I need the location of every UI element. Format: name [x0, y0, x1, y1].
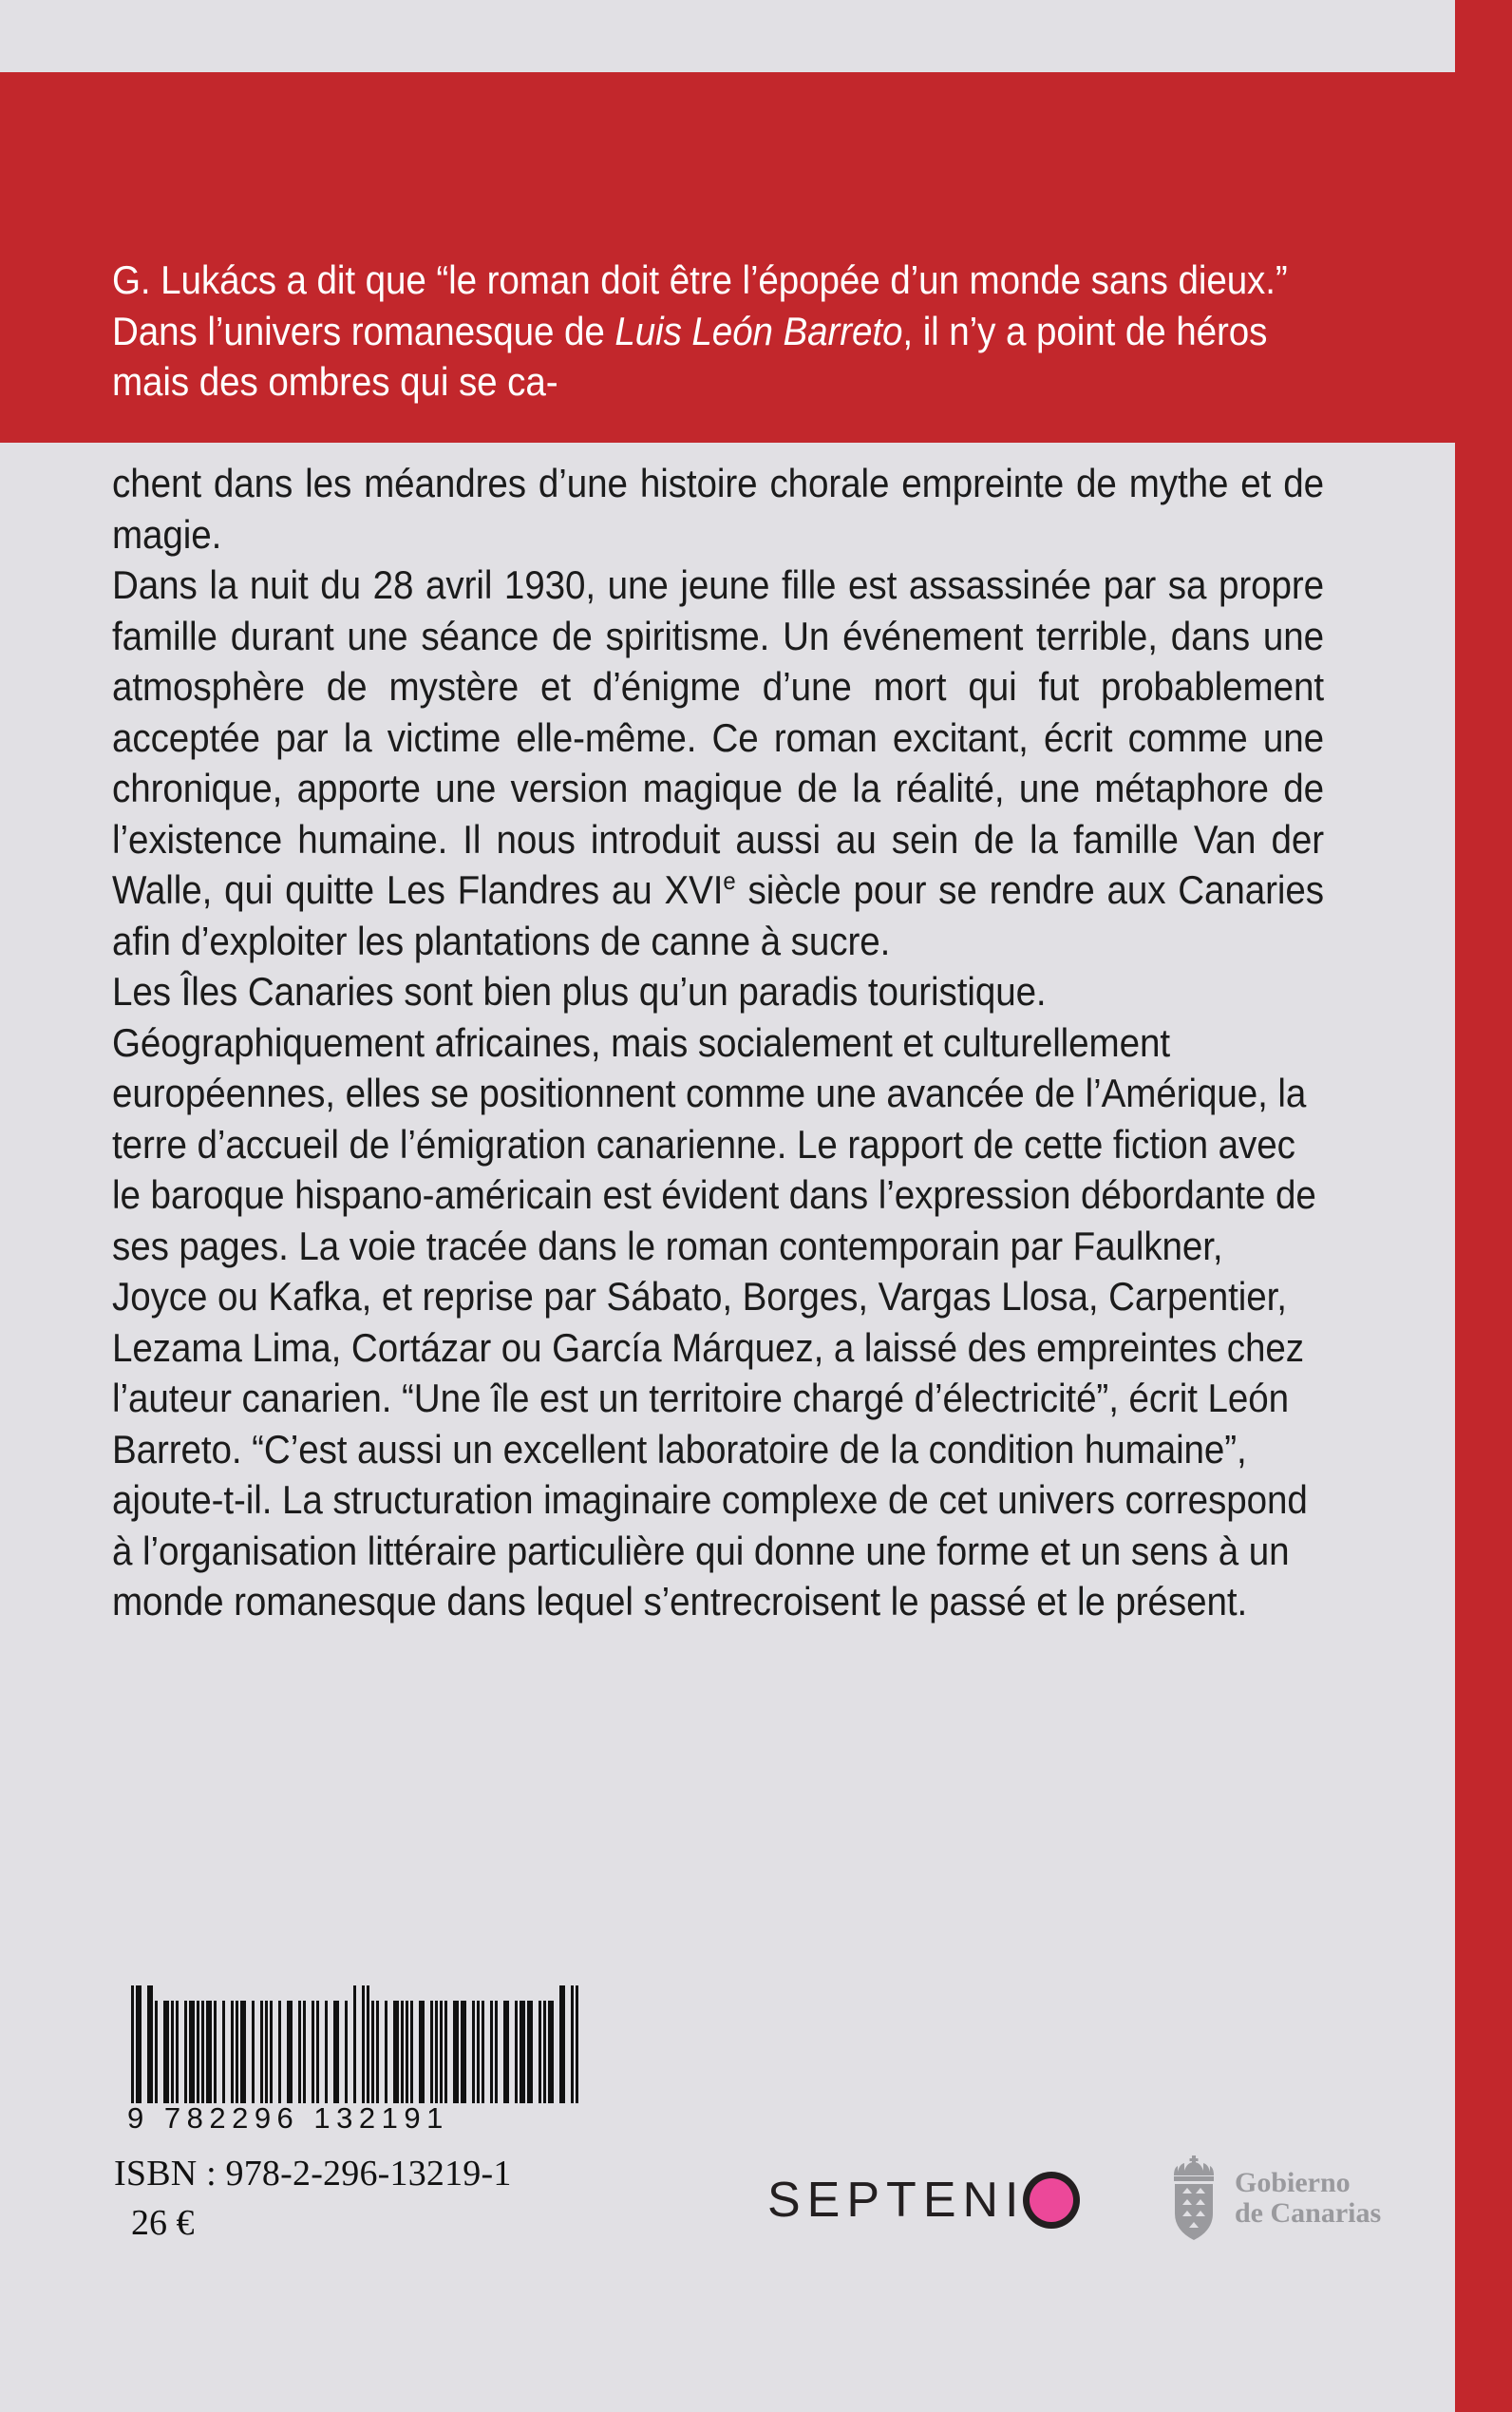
gobierno-line-1: Gobierno: [1235, 2167, 1351, 2198]
blurb-paragraph-2-head: Dans la nuit du 28 avril 1930, une jeune fille est assassinée par sa propre famille durant une séance de spiritisme. Un événement terrible, dans une atmosphère de mystère et d’énigme d’une mort qui fut probablement acceptée par la victime elle-même. Ce roman excitant, écrit comme une chronique, apporte une version magique de la réalité, une métaphore de l’existence humaine. Il nous introduit aussi au sein de la famille Van der Walle, qui quitte Les Flandres au XVI: [112, 562, 1324, 912]
lede-text-part2: , il n’y a point de héros mais des ombres qui se ca-: [112, 308, 1268, 404]
ean13-barcode: [131, 1985, 584, 2103]
gobierno-line-2: de Canarias: [1235, 2197, 1382, 2229]
blurb-paragraph-3: Les Îles Canaries sont bien plus qu’un paradis touristique. Géographiquement africaines, mais socialement et culturellement européennes, elles se positionnent comme une avancée de l’Amérique, la terre d’accueil de l’émigration canarienne. Le rapport de cette fiction avec le baroque hispano-américain est évident dans l’expression débordante de ses pages. La voie tracée dans le roman contemporain par Faulkner, Joyce ou Kafka, et reprise par Sábato, Borges, Vargas Llosa, Carpentier, Lezama Lima, Cortázar ou García Márquez, a laissé des empreintes chez l’auteur canarien. “Une île est un territoire chargé d’électricité”, écrit León Barreto. “C’est aussi un excellent laboratoire de la condition humaine”, ajoute-t-il. La structuration imaginaire complexe de cet univers correspond à l’organisation littéraire particulière qui donne une forme et un sens à un monde romanesque dans lequel s’entrecroisent le passé et le présent.: [112, 969, 1316, 1624]
price-text: 26 €: [131, 2203, 195, 2243]
lede-book-title: Luis León Barreto: [614, 308, 903, 353]
gobierno-wordmark: [1235, 2168, 1381, 2229]
blurb-paragraph-2-tail: siècle pour se rendre aux Canaries afin d’exploiter les plantations de canne à sucre.: [112, 867, 1324, 963]
canary-islands-coat-of-arms-icon: [1166, 2155, 1221, 2242]
septenio-dot-icon: [1030, 2178, 1073, 2222]
blurb-lede: [112, 255, 1324, 408]
barcode-block: [114, 1985, 584, 2244]
gobierno-de-canarias-logo: [1166, 2155, 1381, 2242]
cover-footer: [0, 1985, 1455, 2365]
lede-text-part1: G. Lukács a dit que “le roman doit être l’épopée d’un monde sans dieux.” Dans l’univers romanesque de: [112, 257, 1288, 353]
isbn-text: ISBN : 978-2-296-13219-1: [114, 2154, 512, 2194]
blurb-paragraph-2: [112, 560, 1324, 966]
blurb-body: [112, 458, 1324, 1627]
top-light-band: [0, 0, 1455, 72]
septenio-wordmark: SEPTENI: [767, 2173, 1026, 2228]
septenio-logo: [767, 2172, 1081, 2229]
blurb-paragraph-1: chent dans les méandres d’une histoire chorale empreinte de mythe et de magie.: [112, 461, 1324, 557]
barcode-digits: 9 782296 132191: [127, 2101, 449, 2135]
ordinal-superscript: e: [723, 868, 736, 896]
